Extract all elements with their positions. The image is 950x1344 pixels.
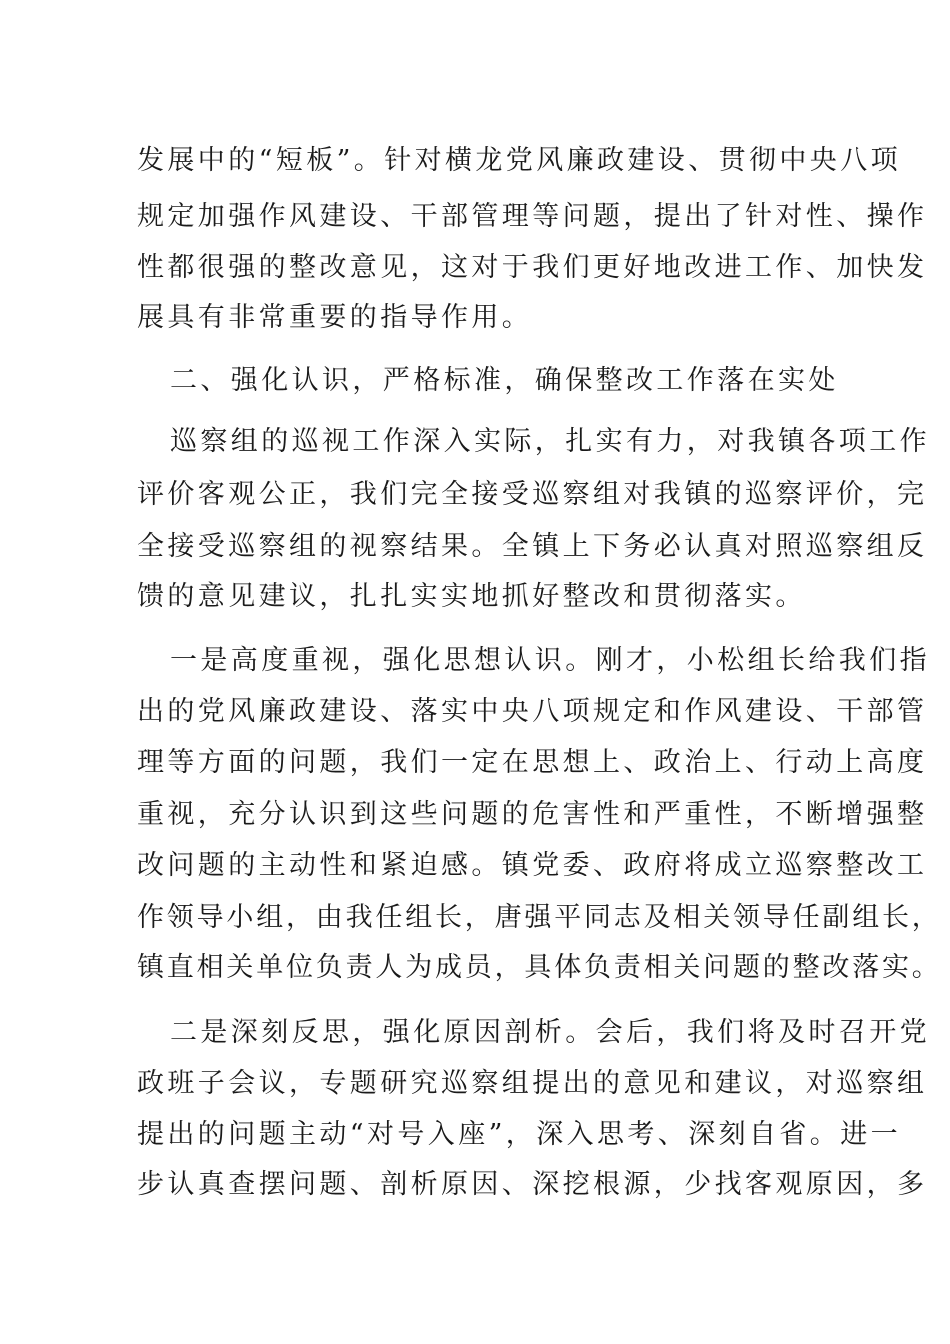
paragraph-4-line-3: 提出的问题主动“对号入座”，深入思考、深刻自省。进一	[137, 1119, 902, 1150]
paragraph-2-line-4: 馈的意见建议，扎扎实实地抓好整改和贯彻落实。	[137, 581, 806, 612]
section-heading: 二、强化认识，严格标准，确保整改工作落在实处	[170, 365, 839, 396]
paragraph-3-line-2: 出的党风廉政建设、落实中央八项规定和作风建设、干部管	[137, 696, 928, 727]
paragraph-3-line-6: 作领导小组，由我任组长，唐强平同志及相关领导任副组长，	[137, 902, 942, 933]
paragraph-4-line-1: 二是深刻反思，强化原因剖析。会后，我们将及时召开党	[170, 1017, 930, 1048]
paragraph-4-line-2: 政班子会议，专题研究巡察组提出的意见和建议，对巡察组	[137, 1068, 928, 1099]
paragraph-3-line-7: 镇直相关单位负责人为成员，具体负责相关问题的整改落实。	[137, 952, 942, 983]
paragraph-2-line-1: 巡察组的巡视工作深入实际，扎实有力，对我镇各项工作	[170, 426, 930, 457]
paragraph-1-line-1: 发展中的“短板”。针对横龙党风廉政建设、贯彻中央八项	[137, 145, 902, 176]
paragraph-4-line-4: 步认真查摆问题、剖析原因、深挖根源，少找客观原因，多	[137, 1169, 928, 1200]
paragraph-3-line-4: 重视，充分认识到这些问题的危害性和严重性，不断增强整	[137, 799, 928, 830]
paragraph-2-line-3: 全接受巡察组的视察结果。全镇上下务必认真对照巡察组反	[137, 531, 928, 562]
paragraph-3-line-5: 改问题的主动性和紧迫感。镇党委、政府将成立巡察整改工	[137, 850, 928, 881]
paragraph-1-line-3: 性都很强的整改意见，这对于我们更好地改进工作、加快发	[137, 252, 928, 283]
paragraph-1-line-2: 规定加强作风建设、干部管理等问题，提出了针对性、操作	[137, 201, 928, 232]
paragraph-2-line-2: 评价客观公正，我们完全接受巡察组对我镇的巡察评价，完	[137, 479, 928, 510]
paragraph-3-line-3: 理等方面的问题，我们一定在思想上、政治上、行动上高度	[137, 747, 928, 778]
paragraph-3-line-1: 一是高度重视，强化思想认识。刚才，小松组长给我们指	[170, 645, 930, 676]
paragraph-1-line-4: 展具有非常重要的指导作用。	[137, 302, 533, 333]
